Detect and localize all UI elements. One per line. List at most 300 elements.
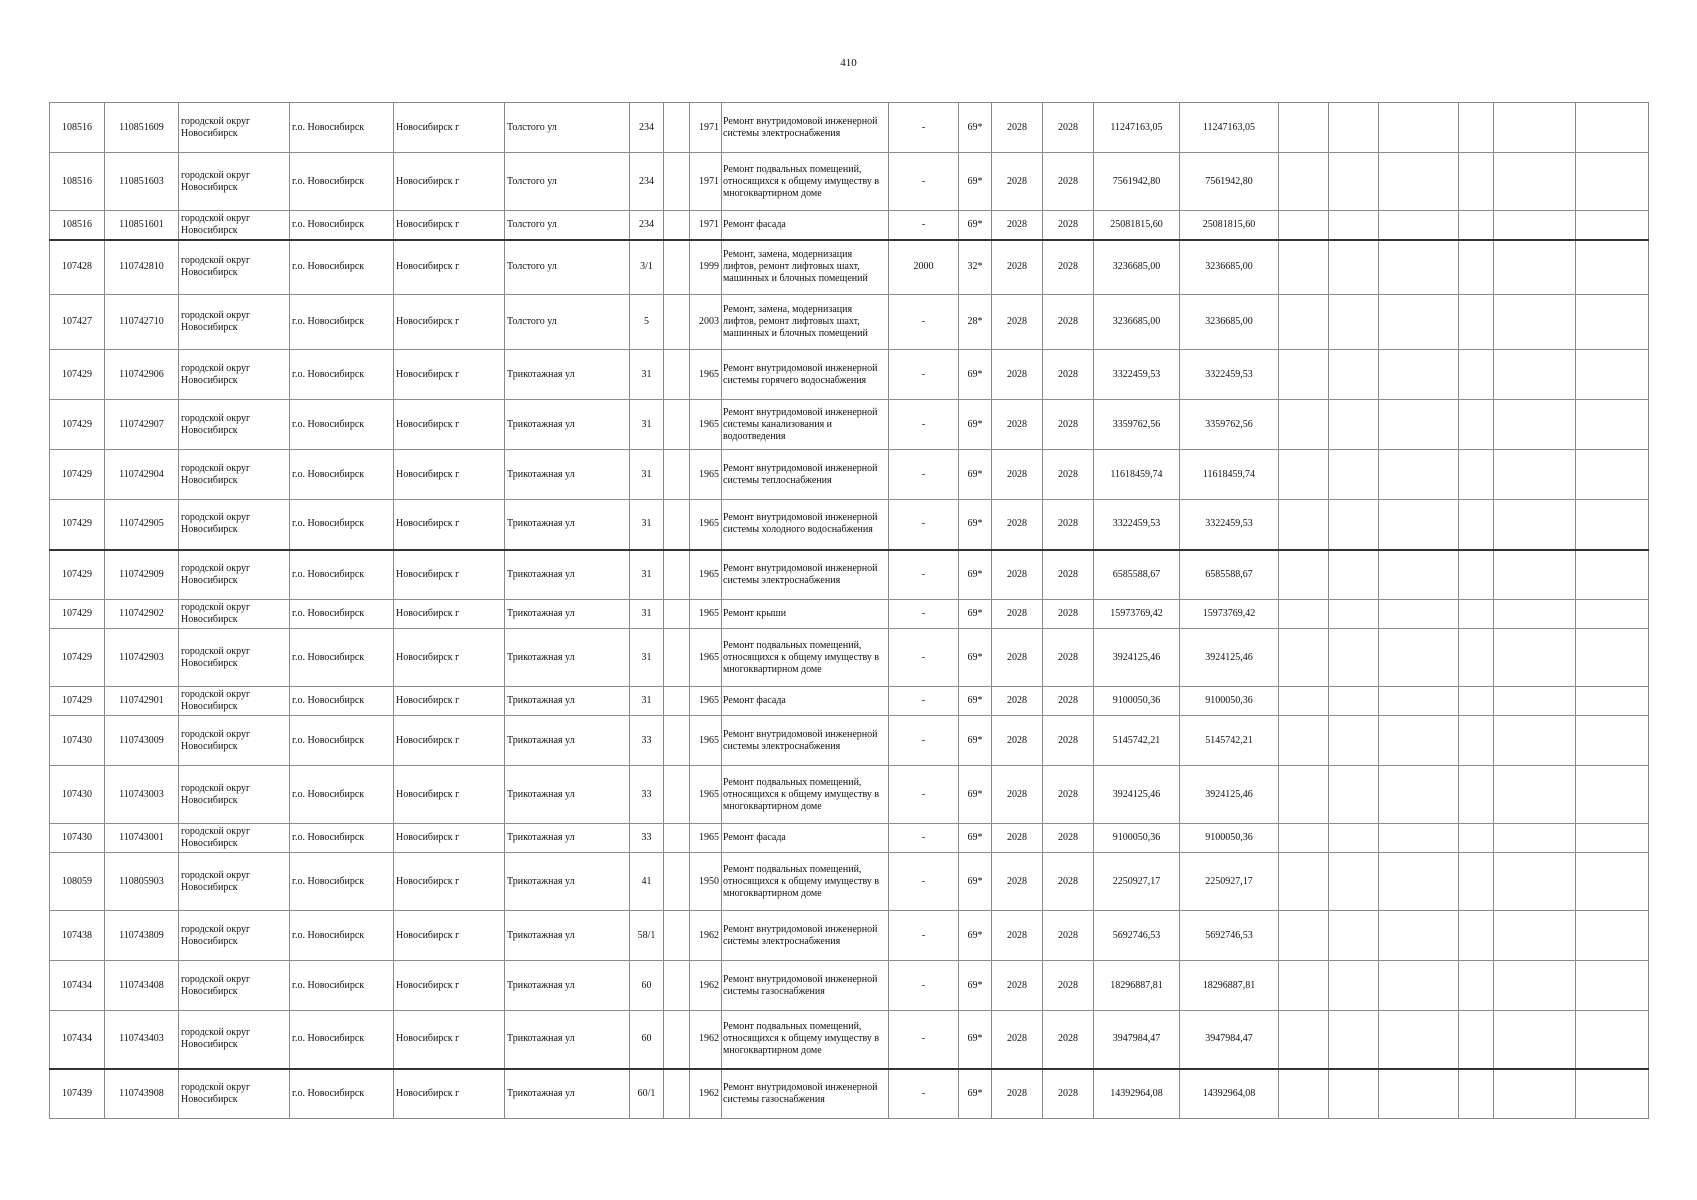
cell-plan-end: 2028 xyxy=(1043,853,1094,911)
table-row xyxy=(50,400,1649,450)
cell-city: Новосибирск г xyxy=(394,961,505,1011)
cell-wear: 28* xyxy=(959,295,992,350)
cell-empty xyxy=(1494,687,1576,716)
cell-empty xyxy=(1576,1011,1649,1069)
cell-work-type: Ремонт внутридомовой инженерной системы электроснабжения xyxy=(722,103,889,153)
cell-empty xyxy=(1494,153,1576,211)
cell-code: 110743001 xyxy=(105,824,179,853)
cell-id: 107430 xyxy=(50,716,105,766)
cell-year-built: 1965 xyxy=(690,687,722,716)
cell-municipality: городской округ Новосибирск xyxy=(179,687,290,716)
cell-year-built: 1965 xyxy=(690,350,722,400)
cell-cost-fund: 3236685,00 xyxy=(1180,240,1279,295)
cell-empty xyxy=(1279,500,1329,550)
cell-house: 234 xyxy=(630,211,664,240)
cell-empty xyxy=(1576,153,1649,211)
cell-plan-start: 2028 xyxy=(992,400,1043,450)
cell-code: 110743809 xyxy=(105,911,179,961)
cell-wear: 69* xyxy=(959,716,992,766)
table-row xyxy=(50,153,1649,211)
cell-empty xyxy=(1459,1011,1494,1069)
cell-house: 234 xyxy=(630,153,664,211)
cell-id: 107434 xyxy=(50,1011,105,1069)
cell-empty xyxy=(1459,629,1494,687)
cell-empty xyxy=(1576,103,1649,153)
cell-empty xyxy=(1279,103,1329,153)
cell-house: 31 xyxy=(630,500,664,550)
cell-municipality: городской округ Новосибирск xyxy=(179,500,290,550)
cell-year-overhaul: - xyxy=(889,103,959,153)
cell-empty xyxy=(664,687,690,716)
cell-house: 31 xyxy=(630,550,664,600)
cell-plan-start: 2028 xyxy=(992,103,1043,153)
cell-plan-start: 2028 xyxy=(992,961,1043,1011)
cell-empty xyxy=(664,240,690,295)
cell-id: 107429 xyxy=(50,500,105,550)
cell-cost-fund: 15973769,42 xyxy=(1180,600,1279,629)
cell-wear: 69* xyxy=(959,500,992,550)
cell-wear: 69* xyxy=(959,1011,992,1069)
cell-cost-fund: 14392964,08 xyxy=(1180,1069,1279,1119)
cell-street: Трикотажная ул xyxy=(505,629,630,687)
cell-id: 107429 xyxy=(50,350,105,400)
table-row xyxy=(50,1069,1649,1119)
cell-city: Новосибирск г xyxy=(394,629,505,687)
cell-cost-fund: 9100050,36 xyxy=(1180,687,1279,716)
cell-wear: 69* xyxy=(959,961,992,1011)
cell-year-built: 1965 xyxy=(690,400,722,450)
cell-plan-end: 2028 xyxy=(1043,550,1094,600)
cell-empty xyxy=(664,550,690,600)
cell-district: г.о. Новосибирск xyxy=(290,766,394,824)
cell-plan-end: 2028 xyxy=(1043,240,1094,295)
cell-cost-fund: 3924125,46 xyxy=(1180,766,1279,824)
table-row xyxy=(50,103,1649,153)
cell-empty xyxy=(1576,350,1649,400)
cell-empty xyxy=(1576,687,1649,716)
cell-empty xyxy=(1494,716,1576,766)
cell-cost-fund: 3359762,56 xyxy=(1180,400,1279,450)
cell-empty xyxy=(1279,687,1329,716)
cell-empty xyxy=(1494,450,1576,500)
cell-cost-total: 3947984,47 xyxy=(1094,1011,1180,1069)
cell-plan-start: 2028 xyxy=(992,153,1043,211)
cell-city: Новосибирск г xyxy=(394,211,505,240)
cell-year-overhaul: - xyxy=(889,629,959,687)
cell-district: г.о. Новосибирск xyxy=(290,824,394,853)
cell-empty xyxy=(1379,400,1459,450)
cell-municipality: городской округ Новосибирск xyxy=(179,1011,290,1069)
cell-street: Трикотажная ул xyxy=(505,716,630,766)
page-number: 410 xyxy=(840,57,857,69)
cell-empty xyxy=(1494,1069,1576,1119)
cell-empty xyxy=(1494,240,1576,295)
cell-empty xyxy=(1379,240,1459,295)
cell-street: Толстого ул xyxy=(505,211,630,240)
cell-code: 110742902 xyxy=(105,600,179,629)
cell-year-overhaul: - xyxy=(889,350,959,400)
cell-empty xyxy=(1494,350,1576,400)
cell-plan-end: 2028 xyxy=(1043,766,1094,824)
cell-empty xyxy=(664,961,690,1011)
cell-city: Новосибирск г xyxy=(394,103,505,153)
cell-plan-start: 2028 xyxy=(992,853,1043,911)
cell-plan-start: 2028 xyxy=(992,687,1043,716)
cell-code: 110851603 xyxy=(105,153,179,211)
cell-year-built: 1965 xyxy=(690,600,722,629)
cell-cost-fund: 11247163,05 xyxy=(1180,103,1279,153)
cell-street: Трикотажная ул xyxy=(505,853,630,911)
cell-year-overhaul: - xyxy=(889,766,959,824)
cell-plan-end: 2028 xyxy=(1043,295,1094,350)
cell-work-type: Ремонт фасада xyxy=(722,211,889,240)
cell-work-type: Ремонт внутридомовой инженерной системы электроснабжения xyxy=(722,550,889,600)
cell-empty xyxy=(1379,911,1459,961)
cell-district: г.о. Новосибирск xyxy=(290,687,394,716)
cell-code: 110805903 xyxy=(105,853,179,911)
cell-work-type: Ремонт внутридомовой инженерной системы горячего водоснабжения xyxy=(722,350,889,400)
cell-id: 107429 xyxy=(50,400,105,450)
cell-cost-total: 6585588,67 xyxy=(1094,550,1180,600)
cell-code: 110742904 xyxy=(105,450,179,500)
cell-empty xyxy=(1379,961,1459,1011)
cell-plan-start: 2028 xyxy=(992,824,1043,853)
cell-street: Трикотажная ул xyxy=(505,1069,630,1119)
cell-wear: 69* xyxy=(959,103,992,153)
cell-street: Трикотажная ул xyxy=(505,824,630,853)
cell-work-type: Ремонт внутридомовой инженерной системы теплоснабжения xyxy=(722,450,889,500)
cell-empty xyxy=(1576,1069,1649,1119)
cell-cost-fund: 11618459,74 xyxy=(1180,450,1279,500)
cell-city: Новосибирск г xyxy=(394,400,505,450)
cell-street: Толстого ул xyxy=(505,153,630,211)
cell-empty xyxy=(1279,550,1329,600)
cell-id: 107428 xyxy=(50,240,105,295)
cell-street: Трикотажная ул xyxy=(505,766,630,824)
table-row xyxy=(50,600,1649,629)
cell-municipality: городской округ Новосибирск xyxy=(179,629,290,687)
cell-empty xyxy=(1379,716,1459,766)
cell-municipality: городской округ Новосибирск xyxy=(179,600,290,629)
table-row xyxy=(50,450,1649,500)
cell-empty xyxy=(1576,600,1649,629)
table-row xyxy=(50,500,1649,550)
cell-empty xyxy=(1494,961,1576,1011)
cell-cost-total: 3359762,56 xyxy=(1094,400,1180,450)
cell-district: г.о. Новосибирск xyxy=(290,961,394,1011)
cell-house: 31 xyxy=(630,400,664,450)
cell-plan-start: 2028 xyxy=(992,500,1043,550)
table-row xyxy=(50,1011,1649,1069)
cell-district: г.о. Новосибирск xyxy=(290,211,394,240)
cell-city: Новосибирск г xyxy=(394,1069,505,1119)
cell-empty xyxy=(1279,600,1329,629)
cell-empty xyxy=(1379,853,1459,911)
cell-municipality: городской округ Новосибирск xyxy=(179,550,290,600)
cell-empty xyxy=(1494,600,1576,629)
cell-cost-fund: 18296887,81 xyxy=(1180,961,1279,1011)
cell-wear: 69* xyxy=(959,766,992,824)
cell-plan-start: 2028 xyxy=(992,211,1043,240)
cell-city: Новосибирск г xyxy=(394,450,505,500)
cell-year-built: 2003 xyxy=(690,295,722,350)
cell-empty xyxy=(1279,450,1329,500)
cell-empty xyxy=(1576,295,1649,350)
cell-work-type: Ремонт внутридомовой инженерной системы газоснабжения xyxy=(722,1069,889,1119)
cell-wear: 69* xyxy=(959,687,992,716)
cell-empty xyxy=(664,103,690,153)
cell-plan-start: 2028 xyxy=(992,600,1043,629)
cell-code: 110742907 xyxy=(105,400,179,450)
cell-cost-total: 25081815,60 xyxy=(1094,211,1180,240)
cell-year-built: 1965 xyxy=(690,500,722,550)
cell-empty xyxy=(1494,295,1576,350)
cell-empty xyxy=(1459,766,1494,824)
cell-empty xyxy=(1329,400,1379,450)
cell-plan-end: 2028 xyxy=(1043,600,1094,629)
cell-empty xyxy=(1459,103,1494,153)
cell-year-overhaul: - xyxy=(889,853,959,911)
cell-empty xyxy=(1459,911,1494,961)
cell-empty xyxy=(1494,400,1576,450)
table-row xyxy=(50,911,1649,961)
cell-street: Трикотажная ул xyxy=(505,500,630,550)
cell-empty xyxy=(1379,153,1459,211)
cell-wear: 69* xyxy=(959,911,992,961)
cell-municipality: городской округ Новосибирск xyxy=(179,911,290,961)
cell-plan-end: 2028 xyxy=(1043,400,1094,450)
cell-code: 110743009 xyxy=(105,716,179,766)
cell-empty xyxy=(664,153,690,211)
cell-empty xyxy=(1459,824,1494,853)
cell-empty xyxy=(1279,911,1329,961)
cell-year-overhaul: 2000 xyxy=(889,240,959,295)
cell-district: г.о. Новосибирск xyxy=(290,550,394,600)
cell-city: Новосибирск г xyxy=(394,550,505,600)
cell-id: 107429 xyxy=(50,600,105,629)
cell-plan-end: 2028 xyxy=(1043,1011,1094,1069)
cell-empty xyxy=(1279,961,1329,1011)
cell-district: г.о. Новосибирск xyxy=(290,295,394,350)
cell-empty xyxy=(1459,211,1494,240)
cell-house: 5 xyxy=(630,295,664,350)
cell-id: 107429 xyxy=(50,550,105,600)
cell-district: г.о. Новосибирск xyxy=(290,350,394,400)
cell-empty xyxy=(1576,211,1649,240)
cell-id: 107429 xyxy=(50,450,105,500)
cell-house: 60 xyxy=(630,1011,664,1069)
cell-empty xyxy=(664,211,690,240)
cell-cost-total: 18296887,81 xyxy=(1094,961,1180,1011)
cell-house: 33 xyxy=(630,766,664,824)
cell-empty xyxy=(1379,824,1459,853)
cell-year-built: 1950 xyxy=(690,853,722,911)
cell-code: 110742906 xyxy=(105,350,179,400)
cell-empty xyxy=(1279,400,1329,450)
cell-district: г.о. Новосибирск xyxy=(290,1069,394,1119)
cell-empty xyxy=(1494,824,1576,853)
cell-district: г.о. Новосибирск xyxy=(290,500,394,550)
cell-wear: 69* xyxy=(959,1069,992,1119)
cell-empty xyxy=(1459,295,1494,350)
cell-empty xyxy=(1279,766,1329,824)
cell-city: Новосибирск г xyxy=(394,295,505,350)
cell-empty xyxy=(1279,211,1329,240)
cell-empty xyxy=(1279,1069,1329,1119)
cell-empty xyxy=(1329,350,1379,400)
cell-district: г.о. Новосибирск xyxy=(290,600,394,629)
cell-work-type: Ремонт фасада xyxy=(722,687,889,716)
cell-empty xyxy=(1459,1069,1494,1119)
cell-cost-fund: 3236685,00 xyxy=(1180,295,1279,350)
cell-empty xyxy=(664,1011,690,1069)
cell-street: Трикотажная ул xyxy=(505,400,630,450)
cell-empty xyxy=(1576,853,1649,911)
cell-city: Новосибирск г xyxy=(394,1011,505,1069)
cell-empty xyxy=(664,400,690,450)
cell-plan-start: 2028 xyxy=(992,450,1043,500)
cell-work-type: Ремонт внутридомовой инженерной системы канализования и водоотведения xyxy=(722,400,889,450)
cell-code: 110742810 xyxy=(105,240,179,295)
cell-id: 108516 xyxy=(50,153,105,211)
cell-wear: 69* xyxy=(959,400,992,450)
cell-street: Трикотажная ул xyxy=(505,687,630,716)
cell-id: 107429 xyxy=(50,629,105,687)
cell-work-type: Ремонт подвальных помещений, относящихся к общему имуществу в многоквартирном доме xyxy=(722,1011,889,1069)
cell-empty xyxy=(1494,103,1576,153)
cell-wear: 69* xyxy=(959,853,992,911)
cell-municipality: городской округ Новосибирск xyxy=(179,716,290,766)
cell-year-overhaul: - xyxy=(889,961,959,1011)
cell-street: Трикотажная ул xyxy=(505,450,630,500)
cell-id: 108516 xyxy=(50,211,105,240)
cell-district: г.о. Новосибирск xyxy=(290,911,394,961)
cell-year-built: 1971 xyxy=(690,211,722,240)
cell-id: 107429 xyxy=(50,687,105,716)
cell-municipality: городской округ Новосибирск xyxy=(179,350,290,400)
cell-empty xyxy=(1279,350,1329,400)
cell-plan-end: 2028 xyxy=(1043,103,1094,153)
cell-house: 41 xyxy=(630,853,664,911)
cell-year-built: 1962 xyxy=(690,961,722,1011)
cell-empty xyxy=(1279,853,1329,911)
cell-house: 33 xyxy=(630,824,664,853)
cell-house: 3/1 xyxy=(630,240,664,295)
cell-year-built: 1965 xyxy=(690,716,722,766)
cell-street: Трикотажная ул xyxy=(505,600,630,629)
cell-city: Новосибирск г xyxy=(394,500,505,550)
cell-wear: 69* xyxy=(959,350,992,400)
cell-year-built: 1962 xyxy=(690,1011,722,1069)
cell-empty xyxy=(1494,500,1576,550)
cell-empty xyxy=(1379,350,1459,400)
cell-cost-fund: 25081815,60 xyxy=(1180,211,1279,240)
cell-empty xyxy=(1459,153,1494,211)
cell-empty xyxy=(664,629,690,687)
cell-city: Новосибирск г xyxy=(394,853,505,911)
cell-empty xyxy=(1329,1011,1379,1069)
cell-year-overhaul: - xyxy=(889,550,959,600)
cell-work-type: Ремонт фасада xyxy=(722,824,889,853)
cell-year-overhaul: - xyxy=(889,153,959,211)
cell-empty xyxy=(1459,716,1494,766)
cell-city: Новосибирск г xyxy=(394,687,505,716)
cell-empty xyxy=(664,295,690,350)
cell-work-type: Ремонт подвальных помещений, относящихся к общему имуществу в многоквартирном доме xyxy=(722,853,889,911)
cell-municipality: городской округ Новосибирск xyxy=(179,211,290,240)
cell-district: г.о. Новосибирск xyxy=(290,103,394,153)
cell-empty xyxy=(1329,450,1379,500)
cell-plan-end: 2028 xyxy=(1043,153,1094,211)
cell-empty xyxy=(664,824,690,853)
cell-street: Трикотажная ул xyxy=(505,1011,630,1069)
cell-empty xyxy=(1576,716,1649,766)
cell-empty xyxy=(1576,824,1649,853)
cell-empty xyxy=(1379,103,1459,153)
cell-district: г.о. Новосибирск xyxy=(290,716,394,766)
cell-work-type: Ремонт внутридомовой инженерной системы электроснабжения xyxy=(722,716,889,766)
cell-empty xyxy=(1459,400,1494,450)
cell-district: г.о. Новосибирск xyxy=(290,853,394,911)
table-row xyxy=(50,629,1649,687)
cell-street: Трикотажная ул xyxy=(505,911,630,961)
cell-plan-end: 2028 xyxy=(1043,911,1094,961)
cell-wear: 69* xyxy=(959,600,992,629)
cell-empty xyxy=(1459,350,1494,400)
cell-empty xyxy=(1494,211,1576,240)
cell-empty xyxy=(1279,1011,1329,1069)
cell-year-overhaul: - xyxy=(889,211,959,240)
cell-cost-total: 11247163,05 xyxy=(1094,103,1180,153)
cell-municipality: городской округ Новосибирск xyxy=(179,766,290,824)
cell-street: Толстого ул xyxy=(505,103,630,153)
cell-year-built: 1971 xyxy=(690,103,722,153)
cell-work-type: Ремонт, замена, модернизация лифтов, ремонт лифтовых шахт, машинных и блочных помещений xyxy=(722,295,889,350)
cell-empty xyxy=(1494,550,1576,600)
cell-code: 110743908 xyxy=(105,1069,179,1119)
cell-id: 107434 xyxy=(50,961,105,1011)
cell-code: 110743403 xyxy=(105,1011,179,1069)
cell-empty xyxy=(1329,629,1379,687)
cell-house: 58/1 xyxy=(630,911,664,961)
cell-year-overhaul: - xyxy=(889,600,959,629)
cell-empty xyxy=(1494,911,1576,961)
cell-empty xyxy=(1379,211,1459,240)
cell-id: 107438 xyxy=(50,911,105,961)
cell-house: 31 xyxy=(630,629,664,687)
cell-year-built: 1965 xyxy=(690,450,722,500)
cell-cost-fund: 9100050,36 xyxy=(1180,824,1279,853)
cell-year-overhaul: - xyxy=(889,1069,959,1119)
cell-municipality: городской округ Новосибирск xyxy=(179,400,290,450)
cell-cost-total: 5692746,53 xyxy=(1094,911,1180,961)
cell-cost-total: 5145742,21 xyxy=(1094,716,1180,766)
cell-plan-end: 2028 xyxy=(1043,450,1094,500)
cell-empty xyxy=(1459,687,1494,716)
cell-empty xyxy=(1329,853,1379,911)
cell-cost-fund: 3322459,53 xyxy=(1180,350,1279,400)
cell-empty xyxy=(1279,240,1329,295)
cell-cost-fund: 3924125,46 xyxy=(1180,629,1279,687)
cell-year-overhaul: - xyxy=(889,450,959,500)
cell-cost-total: 3236685,00 xyxy=(1094,240,1180,295)
cell-empty xyxy=(1279,153,1329,211)
cell-cost-total: 9100050,36 xyxy=(1094,824,1180,853)
cell-plan-end: 2028 xyxy=(1043,961,1094,1011)
cell-municipality: городской округ Новосибирск xyxy=(179,1069,290,1119)
cell-empty xyxy=(664,600,690,629)
cell-empty xyxy=(664,1069,690,1119)
